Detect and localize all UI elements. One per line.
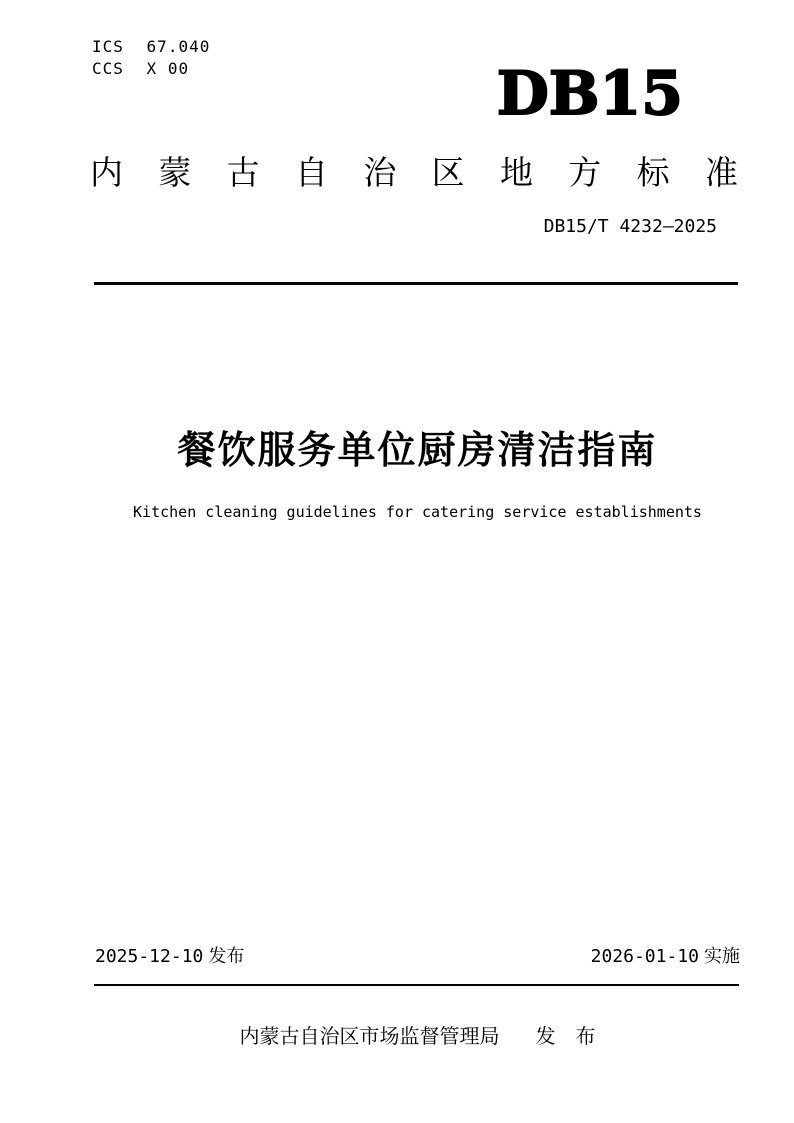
ics-label: ICS [92,37,124,56]
publish-label: 发 布 [535,1026,596,1048]
publisher-row [95,1024,740,1050]
publisher-name: 内蒙古自治区市场监督管理局 [239,1026,500,1048]
dates-row [95,945,740,968]
ccs-value: X 00 [146,59,190,78]
standard-type-char: 方 [568,154,602,191]
standard-number: DB15/T 4232—2025 [543,216,717,237]
implement-date-item [591,945,740,968]
standard-type-title [90,152,738,194]
document-title-english: Kitchen cleaning guidelines for catering service establishments [133,503,702,521]
ics-value: 67.040 [146,37,211,56]
standard-type-char: 区 [431,154,465,191]
implement-date: 2026-01-10 [590,946,699,967]
standard-type-char: 地 [499,154,533,191]
standard-type-char: 标 [636,154,670,191]
ics-code-row [92,36,210,58]
issue-date: 2025-12-10 [95,946,204,967]
ccs-label: CCS [92,59,124,78]
standard-type-char: 治 [363,154,397,191]
standard-type-char: 准 [704,154,738,191]
standard-type-char: 蒙 [158,154,192,191]
issue-date-label: 发布 [208,946,245,966]
classification-codes [92,36,210,80]
document-title-chinese: 餐饮服务单位厨房清洁指南 [177,430,658,472]
header-divider-line [94,282,738,285]
standard-type-char: 自 [294,154,328,191]
ccs-code-row [92,58,210,80]
standard-type-char: 内 [90,154,123,191]
footer-divider-line [94,984,739,986]
issue-date-item [95,945,244,968]
db15-logo: DB15 [496,59,683,129]
standard-type-char: 古 [226,154,260,191]
implement-date-label: 实施 [704,946,740,966]
